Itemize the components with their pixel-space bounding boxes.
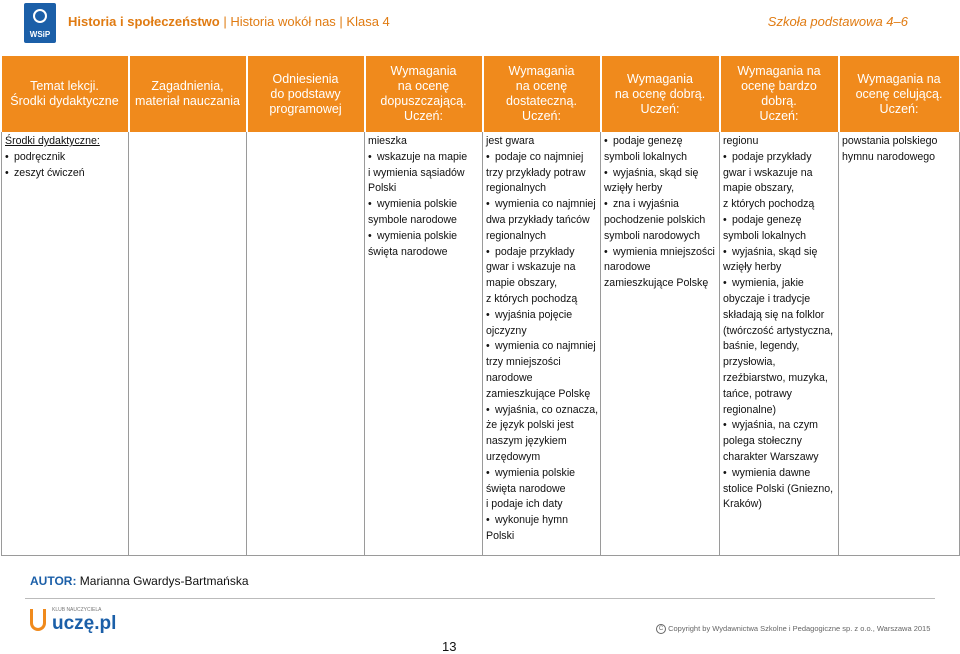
text-line: polega stołeczny <box>723 435 802 448</box>
column-header-line: programowej <box>269 101 342 116</box>
text-line: charakter Warszawy <box>723 450 819 463</box>
bullet-item: • wskazuje na mapie <box>368 150 480 166</box>
text-line: regionalnych <box>486 182 547 195</box>
column-header-line: Odniesienia <box>272 71 339 86</box>
ucze-logo-icon <box>30 609 46 631</box>
text-line: regionalne) <box>723 403 777 416</box>
text-line: z których pochodzą <box>486 292 578 305</box>
column-header <box>2 56 129 132</box>
text-line: urzędowym <box>486 450 541 463</box>
text-line: Środki dydaktyczne: <box>5 135 100 147</box>
column-header-line: Wymagania <box>390 64 457 78</box>
bullet-item: • wyjaśnia pojęcie <box>486 308 598 324</box>
text-line: Polski <box>368 182 397 195</box>
copyright-text: Copyright by Wydawnictwa Szkolne i Pedagogiczne sp. z o.o., Warszawa 2015 <box>668 624 931 633</box>
text-line: regionalnych <box>486 229 547 242</box>
text-line: baśnie, legendy, <box>723 340 800 353</box>
text-line: że język polski jest <box>486 419 574 432</box>
bullet-item: • wymienia polskie <box>368 197 480 213</box>
title-separator: | <box>335 14 347 29</box>
column-header-line: dopuszczającą. <box>380 94 467 108</box>
requirements-table <box>1 56 960 556</box>
ucze-logo <box>30 607 125 637</box>
text-line: zamieszkujące Polskę <box>604 277 709 290</box>
table-cell <box>2 132 129 556</box>
text-line: pochodzenie polskich <box>604 213 706 226</box>
column-header-line: Środki dydaktyczne <box>10 94 119 108</box>
bullet-item: • wymienia co najmniej <box>486 197 598 213</box>
table-cell <box>720 132 839 556</box>
bullet-item: • wymienia polskie <box>486 466 598 482</box>
text-line: zamieszkujące Polskę <box>486 387 591 400</box>
text-line: powstania polskiego <box>842 135 938 147</box>
column-header-line: do podstawy <box>270 86 341 101</box>
column-header <box>483 56 601 132</box>
ucze-logo-club: KLUB NAUCZYCIELA <box>52 607 102 613</box>
bullet-item: • zeszyt ćwiczeń <box>5 166 126 182</box>
bullet-item: • zna i wyjaśnia <box>604 197 717 213</box>
bullet-item: • wykonuje hymn <box>486 513 598 529</box>
table-cell <box>839 132 960 556</box>
column-header <box>247 56 365 132</box>
text-line: gwar i wskazuje na <box>723 166 813 179</box>
text-line: hymnu narodowego <box>842 150 936 163</box>
author-label: AUTOR: <box>30 574 77 588</box>
column-header-line: Wymagania <box>627 71 693 86</box>
text-line: naszym językiem <box>486 435 567 448</box>
table-row <box>2 132 960 556</box>
text-line: składają się na folklor <box>723 308 825 321</box>
text-line: mapie obszary, <box>723 182 795 195</box>
wsip-logo-text: WSiP <box>29 30 51 39</box>
bullet-item: • wyjaśnia, skąd się <box>604 166 717 182</box>
bullet-item: • wyjaśnia, skąd się <box>723 245 836 261</box>
text-line: z których pochodzą <box>723 198 815 211</box>
column-header-line: Temat lekcji. <box>30 79 99 93</box>
text-line: regionu <box>723 135 759 147</box>
column-header-line: dostateczną. <box>506 94 577 108</box>
text-line: Polski <box>486 529 515 542</box>
text-line: Kraków) <box>723 498 762 511</box>
column-header <box>365 56 483 132</box>
bullet-item: • podaje przykłady <box>723 150 836 166</box>
grade-title: Klasa 4 <box>346 14 390 29</box>
column-header-line: dobrą. <box>761 94 797 108</box>
bullet-item: • podręcznik <box>5 150 126 166</box>
column-header-line: Wymagania <box>508 64 575 78</box>
column-header-line: Wymagania na <box>857 71 941 86</box>
bullet-item: • podaje genezę <box>604 134 717 150</box>
author-line <box>30 574 249 588</box>
text-line: i podaje ich daty <box>486 498 563 511</box>
text-line: rzeźbiarstwo, muzyka, <box>723 371 828 384</box>
bullet-item: • wymienia polskie <box>368 229 480 245</box>
copyright-notice <box>656 624 930 634</box>
text-line: narodowe <box>604 261 651 274</box>
text-line: święta narodowe <box>486 482 566 495</box>
table-cell <box>129 132 247 556</box>
column-header <box>129 56 247 132</box>
text-line: gwar i wskazuje na <box>486 261 576 274</box>
table-cell <box>601 132 720 556</box>
title-separator: | <box>219 14 231 29</box>
bullet-item: • podaje genezę <box>723 213 836 229</box>
text-line: mapie obszary, <box>486 277 558 290</box>
column-header <box>601 56 720 132</box>
bullet-item: • wyjaśnia, na czym <box>723 418 836 434</box>
text-line: wzięły herby <box>604 182 663 195</box>
text-line: symboli narodowych <box>604 229 700 242</box>
text-line: symboli lokalnych <box>604 150 688 163</box>
subject-title: Historia i społeczeństwo <box>68 14 220 29</box>
text-line: narodowe <box>486 371 533 384</box>
column-header-line: na ocenę <box>397 79 450 93</box>
text-line: tańce, potrawy <box>723 387 792 400</box>
page-header <box>0 0 960 50</box>
wsip-logo <box>24 3 56 43</box>
table-cell <box>483 132 601 556</box>
text-line: i wymienia sąsiadów <box>368 166 465 179</box>
column-header-line: na ocenę <box>515 79 568 93</box>
text-line: przysłowia, <box>723 356 776 369</box>
column-header <box>839 56 960 132</box>
wsip-logo-mark-icon <box>33 9 47 23</box>
column-header-line: Zagadnienia, <box>151 79 224 93</box>
text-line: trzy przykłady potraw <box>486 166 586 179</box>
text-line: święta narodowe <box>368 245 448 258</box>
section-title: Historia wokół nas <box>230 14 336 29</box>
text-line: symbole narodowe <box>368 213 457 226</box>
text-line: dwa przykłady tańców <box>486 213 590 226</box>
school-level: Szkoła podstawowa 4–6 <box>767 14 908 29</box>
copyright-icon: C <box>656 624 666 634</box>
text-line: symboli lokalnych <box>723 229 807 242</box>
bullet-item: • wymienia mniejszości <box>604 245 717 261</box>
column-header-line: ocenę celującą. <box>855 86 943 101</box>
text-line: jest gwara <box>486 135 535 147</box>
table-cell <box>365 132 483 556</box>
column-header <box>720 56 839 132</box>
text-line: trzy mniejszości <box>486 356 561 369</box>
text-line: (twórczość artystyczna, <box>723 324 834 337</box>
text-line: obyczaje i tradycje <box>723 292 811 305</box>
text-line: wzięły herby <box>723 261 782 274</box>
text-line: ojczyzny <box>486 324 527 337</box>
author-name: Marianna Gwardys-Bartmańska <box>79 574 249 588</box>
bullet-item: • podaje co najmniej <box>486 150 598 166</box>
column-header-line: Uczeń: <box>522 109 561 123</box>
column-header-line: Uczeń: <box>404 109 443 123</box>
bullet-item: • podaje przykłady <box>486 245 598 261</box>
column-header-line: ocenę bardzo <box>741 79 817 93</box>
text-line: stolice Polski (Gniezno, <box>723 482 834 495</box>
page-number: 13 <box>442 639 457 654</box>
column-header-line: Uczeń: <box>759 109 799 123</box>
table-header-row <box>2 56 960 132</box>
table-cell <box>247 132 365 556</box>
text-line: mieszka <box>368 135 407 147</box>
bullet-item: • wymienia dawne <box>723 466 836 482</box>
column-header-line: na ocenę dobrą. <box>614 86 706 101</box>
bullet-item: • wymienia, jakie <box>723 276 836 292</box>
column-header-line: Wymagania na <box>737 64 821 78</box>
column-header-line: materiał nauczania <box>135 94 240 108</box>
column-header-line: Uczeń: <box>879 101 919 116</box>
bullet-item: • wyjaśnia, co oznacza, <box>486 403 598 419</box>
footer-divider <box>25 598 935 599</box>
document-title <box>68 14 390 29</box>
column-header-line: Uczeń: <box>640 101 680 116</box>
ucze-logo-name: uczę.pl <box>52 613 117 634</box>
bullet-item: • wymienia co najmniej <box>486 339 598 355</box>
